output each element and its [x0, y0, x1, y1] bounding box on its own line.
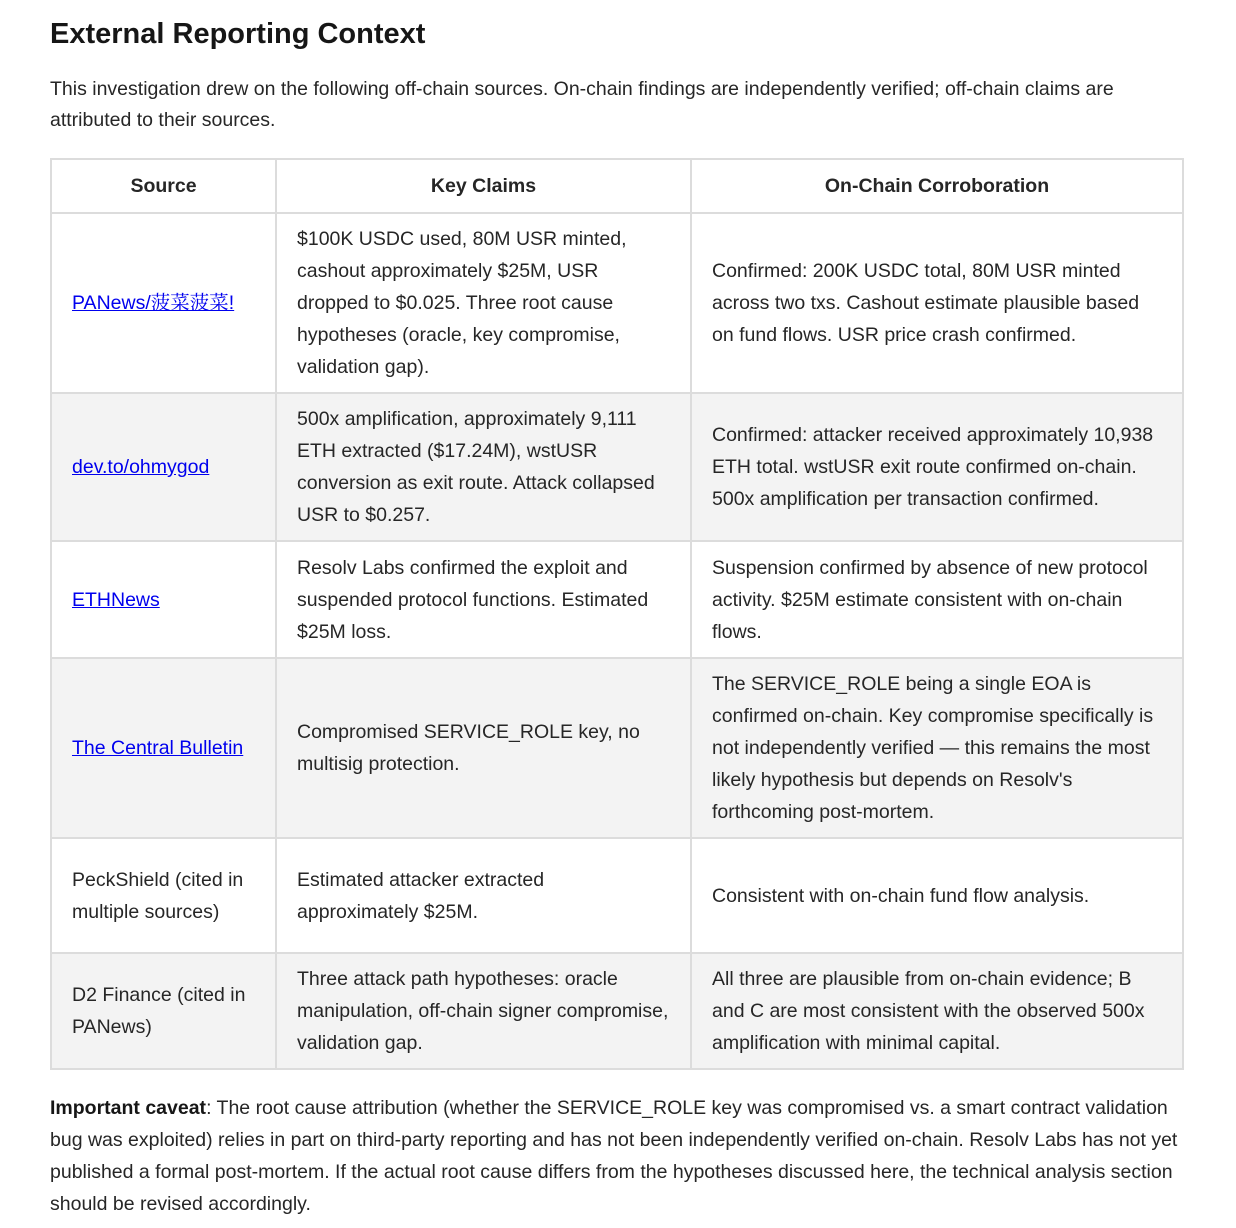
claims-cell: Compromised SERVICE_ROLE key, no multisig protection. [276, 658, 691, 838]
claims-cell: Three attack path hypotheses: oracle manipulation, off-chain signer compromise, validation gap. [276, 953, 691, 1069]
source-cell: PeckShield (cited in multiple sources) [51, 838, 276, 953]
claims-cell: 500x amplification, approximately 9,111 ETH extracted ($17.24M), wstUSR conversion as exit route. Attack collapsed USR to $0.257. [276, 393, 691, 541]
corroboration-cell: The SERVICE_ROLE being a single EOA is confirmed on-chain. Key compromise specifically is not independently verified — this remains the most likely hypothesis but depends on Resolv's forthcoming post-mortem. [691, 658, 1183, 838]
corroboration-cell: Consistent with on-chain fund flow analysis. [691, 838, 1183, 953]
source-link-ethnews[interactable]: ETHNews [72, 588, 160, 611]
table-row [51, 541, 1183, 658]
corroboration-cell: Confirmed: attacker received approximately 10,938 ETH total. wstUSR exit route confirmed on-chain. 500x amplification per transaction confirmed. [691, 393, 1183, 541]
table-row [51, 213, 1183, 393]
intro-paragraph: This investigation drew on the following off-chain sources. On-chain findings are independently verified; off-chain claims are attributed to their sources. [50, 78, 1114, 131]
source-cell [51, 658, 276, 838]
claims-cell: Resolv Labs confirmed the exploit and suspended protocol functions. Estimated $25M loss. [276, 541, 691, 658]
source-link-devto[interactable]: dev.to/ohmygod [72, 456, 210, 478]
header-source: Source [51, 159, 276, 213]
table-row [51, 838, 1183, 953]
header-corroboration: On-Chain Corroboration [691, 159, 1183, 213]
corroboration-cell: Suspension confirmed by absence of new protocol activity. $25M estimate consistent with on-chain flows. [691, 541, 1183, 658]
source-cell [51, 541, 276, 658]
table-header-row [51, 159, 1183, 213]
section-heading: External Reporting Context [50, 18, 426, 50]
table-row [51, 953, 1183, 1069]
table-row [51, 658, 1183, 838]
claims-cell: $100K USDC used, 80M USR minted, cashout approximately $25M, USR dropped to $0.025. Three root cause hypotheses (oracle, key compromise, validation gap). [276, 213, 691, 393]
source-link-panews[interactable]: PANews/菠菜菠菜! [72, 292, 235, 314]
sources-table [50, 158, 1184, 1070]
table-row [51, 393, 1183, 541]
caveat-paragraph [50, 1092, 1186, 1220]
source-cell: D2 Finance (cited in PANews) [51, 953, 276, 1069]
caveat-label: Important caveat [50, 1097, 207, 1119]
source-cell [51, 213, 276, 393]
source-cell [51, 393, 276, 541]
source-link-central-bulletin[interactable]: The Central Bulletin [72, 737, 244, 759]
caveat-text: : The root cause attribution (whether the SERVICE_ROLE key was compromised vs. a smart contract validation bug was exploited) relies in part on third-party reporting and has not been independently verified on-chain. Resolv Labs has not yet published a formal post-mortem. If the actual root cause differs from the hypotheses discussed here, the technical analysis section should be revised accordingly. [50, 1097, 1178, 1215]
header-key-claims: Key Claims [276, 159, 691, 213]
corroboration-cell: All three are plausible from on-chain evidence; B and C are most consistent with the observed 500x amplification with minimal capital. [691, 953, 1183, 1069]
corroboration-cell: Confirmed: 200K USDC total, 80M USR minted across two txs. Cashout estimate plausible based on fund flows. USR price crash confirmed. [691, 213, 1183, 393]
claims-cell: Estimated attacker extracted approximately $25M. [276, 838, 691, 953]
